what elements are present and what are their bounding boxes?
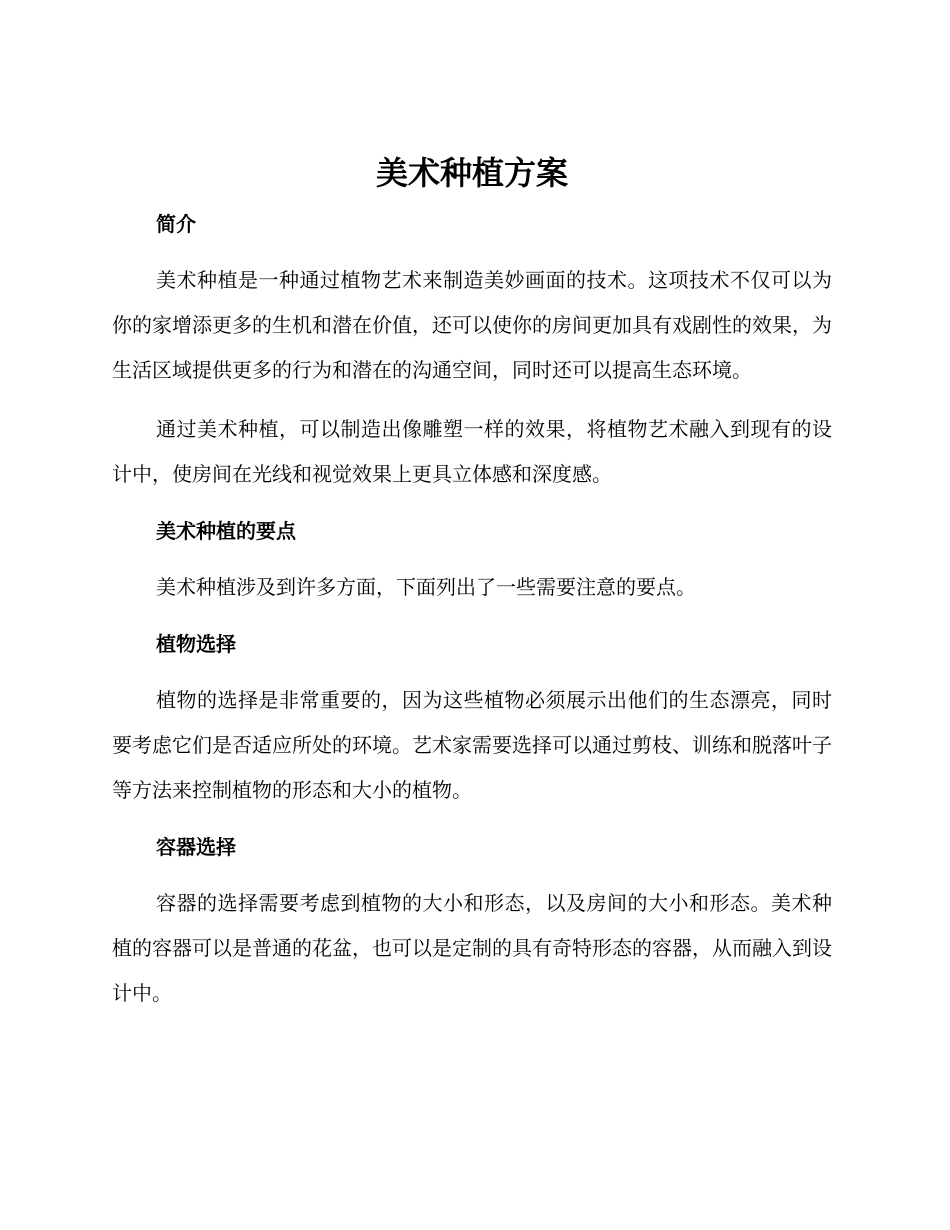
section-heading-key-points: 美术种植的要点 [156,519,296,543]
section-heading-container-selection: 容器选择 [156,835,236,859]
paragraph-intro-1: 美术种植是一种通过植物艺术来制造美妙画面的技术。这项技术不仅可以为你的家增添更多的生机和潜在价值，还可以使你的房间更加具有戏剧性的效果，为生活区域提供更多的行为和潜在的沟通空间，同时还可以提高生态环境。 [112,268,832,382]
paragraph-intro-2: 通过美术种植，可以制造出像雕塑一样的效果，将植物艺术融入到现有的设计中，使房间在光线和视觉效果上更具立体感和深度感。 [112,417,832,486]
paragraph-container-selection: 容器的选择需要考虑到植物的大小和形态，以及房间的大小和形态。美术种植的容器可以是普通的花盆，也可以是定制的具有奇特形态的容器，从而融入到设计中。 [112,891,832,1005]
document-page [112,150,832,1016]
section-heading-plant-selection: 植物选择 [156,632,236,656]
document-title: 美术种植方案 [375,154,568,192]
paragraph-plant-selection: 植物的选择是非常重要的，因为这些植物必须展示出他们的生态漂亮，同时要考虑它们是否适应所处的环境。艺术家需要选择可以通过剪枝、训练和脱落叶子等方法来控制植物的形态和大小的植物。 [112,688,832,802]
section-heading-intro: 简介 [156,212,196,236]
paragraph-key-points: 美术种植涉及到许多方面，下面列出了一些需要注意的要点。 [156,575,696,599]
